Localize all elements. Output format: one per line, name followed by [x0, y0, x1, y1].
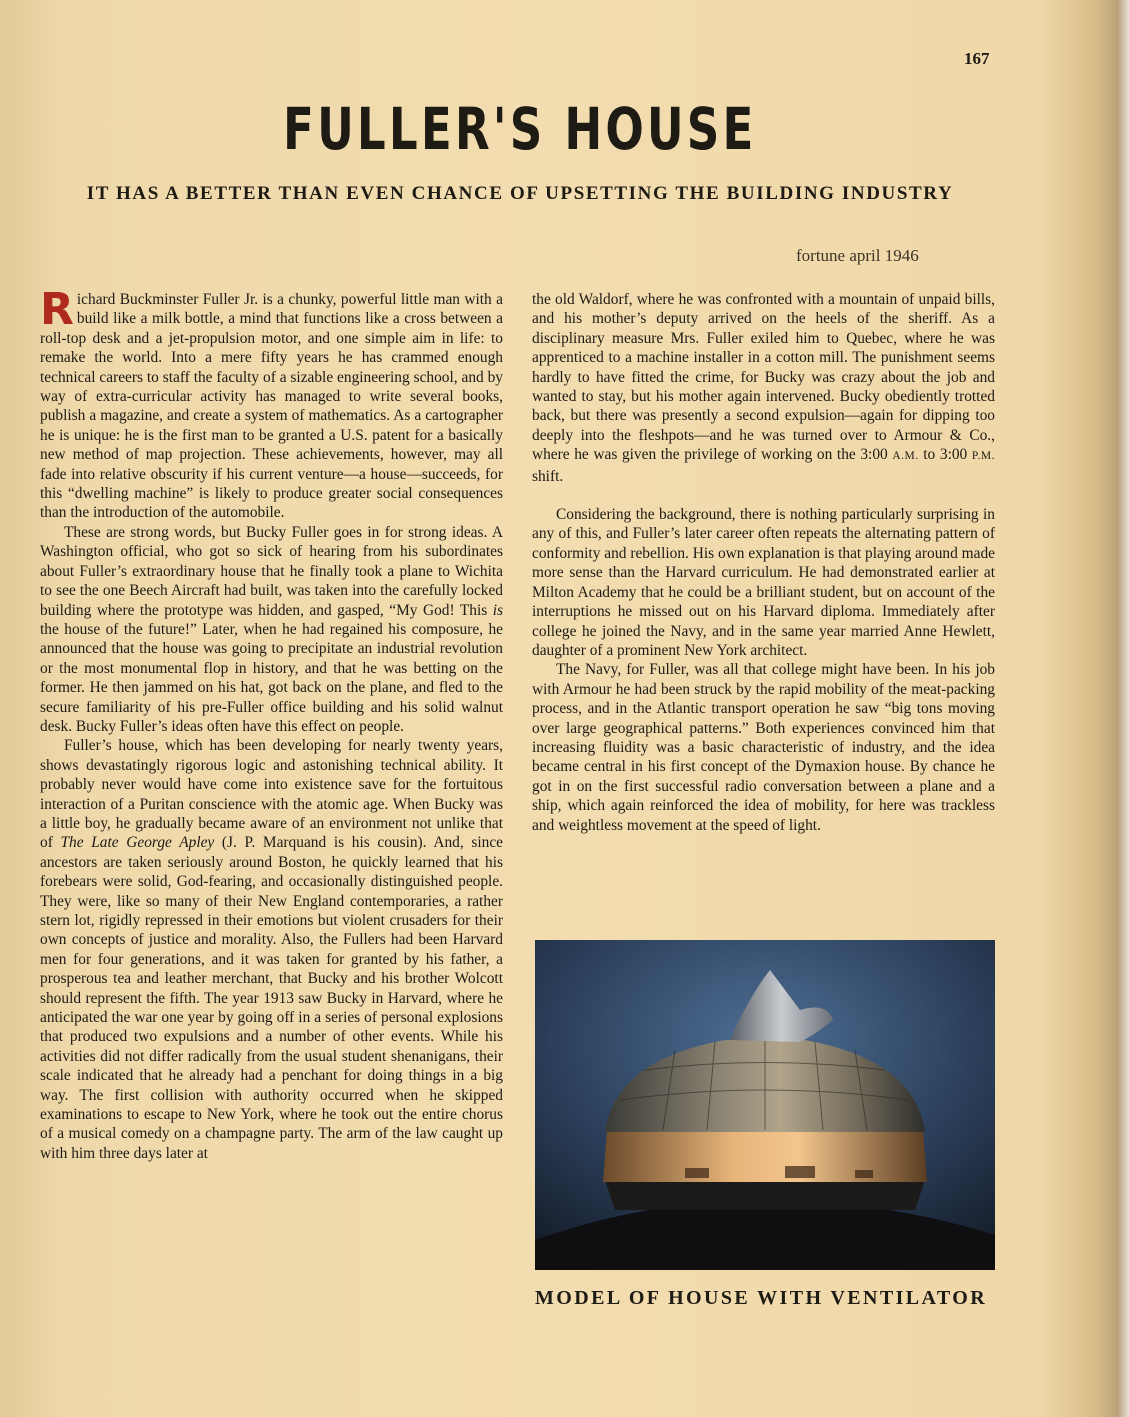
paragraph-1	[40, 284, 503, 523]
paragraph-3-text-b: (J. P. Marquand is his cousin). And, since ancestors are taken seriously around Boston, he quickly learned that his forebears were solid, God-fearing, and occasionally distinguished people. They were, like so many of their New England contemporaries, a rather stern lot, rigidly repressed in their emotions but violent crusaders for their own concepts of justice and morality. Also, the Fullers had been Harvard men for four generations, and it was taken for granted by his father, a prosperous tea and leather merchant, that Bucky and his brother Wolcott should represent the fifth. The year 1913 saw Bucky in Harvard, where he anticipated the war one year by going off in a series of personal explosions that produced two expulsions and a number of other events. While his activities did not differ radically from the usual student shenanigans, their scale indicated that he already had a penchant for doing things in a big way. The first collision with authority occurred when he skipped examinations to escape to New York, where he took out the entire chorus of a musical comedy on a champagne party. The arm of the law caught up with him three days later at	[40, 834, 503, 1162]
paragraph-2-text-b: the house of the future!” Later, when he had regained his composure, he announced that the house was going to precipitate an industrial revolution or the most monumental flop in history, and that he was betting on the former. He then jammed on his hat, got back on the plane, and fled to the secure familiarity of his pre-Fuller office building and his solid walnut desk. Bucky Fuller’s ideas often have this effect on people.	[40, 620, 503, 735]
left-column	[40, 284, 503, 1163]
paragraph-3	[40, 736, 503, 1163]
article-subtitle: IT HAS A BETTER THAN EVEN CHANCE OF UPSETTING THE BUILDING INDUSTRY	[86, 183, 954, 204]
paragraph-4-text-to: to 3:00	[918, 446, 972, 464]
article-title: FULLER'S HOUSE	[283, 95, 757, 163]
paragraph-4-text-a: the old Waldorf, where he was confronted with a mountain of unpaid bills, and his mother’s deputy arrived on the heels of the sheriff. As a disciplinary measure Mrs. Fuller exiled him to Quebec, where he was apprenticed to a machine installer in a cotton mill. The punishment seems hardly to have fitted the crime, for Bucky was crazy about the job and wanted to stay, but his mother again intervened. Bucky obediently trotted back, but there was presently a second expulsion—again for dipping too deeply into the fleshpots—and he was turned over to Armour & Co., where he was given the privilege of working on the 3:00	[532, 291, 995, 464]
paragraph-3-text-a: Fuller’s house, which has been developing for nearly twenty years, shows devastatingly rigorous logic and astonishing technical ability. It probably never would have come into existence save for the fortuitous interaction of a Puritan conscience with the atomic age. When Bucky was a little boy, he gradually became aware of an environment not unlike that of	[40, 737, 503, 852]
book-title: The Late George Apley	[60, 834, 215, 852]
paragraph-6: The Navy, for Fuller, was all that college might have been. In his job with Armour he had been struck by the rapid mobility of the meat-packing process, and in the Atlantic transport operation he saw “big tons moving over large geographical patterns.” Both experiences convinced him that increasing fluidity was a basic characteristic of industry, and the idea became central in his first concept of the Dymaxion house. By chance he got in on the first successful radio conversation between a plane and a ship, which again reinforced the idea of mobility, for here was trackless and weightless movement at the speed of light.	[532, 661, 995, 834]
paragraph-4-text-b: shift.	[532, 467, 564, 485]
paragraph-5: Considering the background, there is nothing particularly surprising in any of this, and Fuller’s later career often repeats the alternating pattern of conformity and rebellion. His own explanation is that playing around made more sense than the Harvard curriculum. He had demonstrated earlier at Milton Academy that he could be a brilliant student, but on account of the interruptions he missed out on his Harvard diploma. Immediately after college he joined the Navy, and in the same year married Anne Hewlett, daughter of a prominent New York architect.	[532, 506, 995, 659]
figure-caption: MODEL OF HOUSE WITH VENTILATOR	[535, 1287, 988, 1309]
house-base	[605, 1180, 925, 1210]
paragraph-2-text-a: These are strong words, but Bucky Fuller goes in for strong ideas. A Washington official, who got so sick of hearing from his subordinates about Fuller’s extraordinary house that he finally took a plane to Wichita to see the one Beech Aircraft had built, was taken into the carefully locked building where the prototype was hidden, and gasped, “My God! This	[40, 523, 503, 619]
paragraph-4	[532, 290, 995, 486]
drop-cap: R	[40, 284, 74, 335]
paragraph-2	[40, 523, 503, 736]
time-pm: P.M.	[971, 450, 995, 463]
house-model-photo	[535, 940, 995, 1270]
paragraph-2-emphasis: is	[492, 601, 503, 619]
house-glass-band	[603, 1130, 927, 1182]
time-am: A.M.	[892, 450, 919, 463]
source-note: fortune april 1946	[796, 246, 919, 265]
paragraph-1-text: ichard Buckminster Fuller Jr. is a chunky, powerful little man with a build like a milk bottle, a mind that functions like a cross between a roll-top desk and a jet-propulsion motor, and one simple aim in life: to remake the world. Into a mere fifty years he has crammed enough technical careers to staff the faculty of a sizable engineering school, and by way of extra-curricular activity has managed to write several books, publish a magazine, and create a system of mathematics. As a cartographer he is unique: he is the first man to be granted a U.S. patent for a basically new method of map projection. These achievements, however, may all fade into relative obscurity if his current venture—a house—succeeds, for this “dwelling machine” is likely to produce greater social consequences than the introduction of the automobile.	[40, 291, 503, 522]
page-number: 167	[964, 49, 990, 68]
right-column	[532, 290, 995, 835]
